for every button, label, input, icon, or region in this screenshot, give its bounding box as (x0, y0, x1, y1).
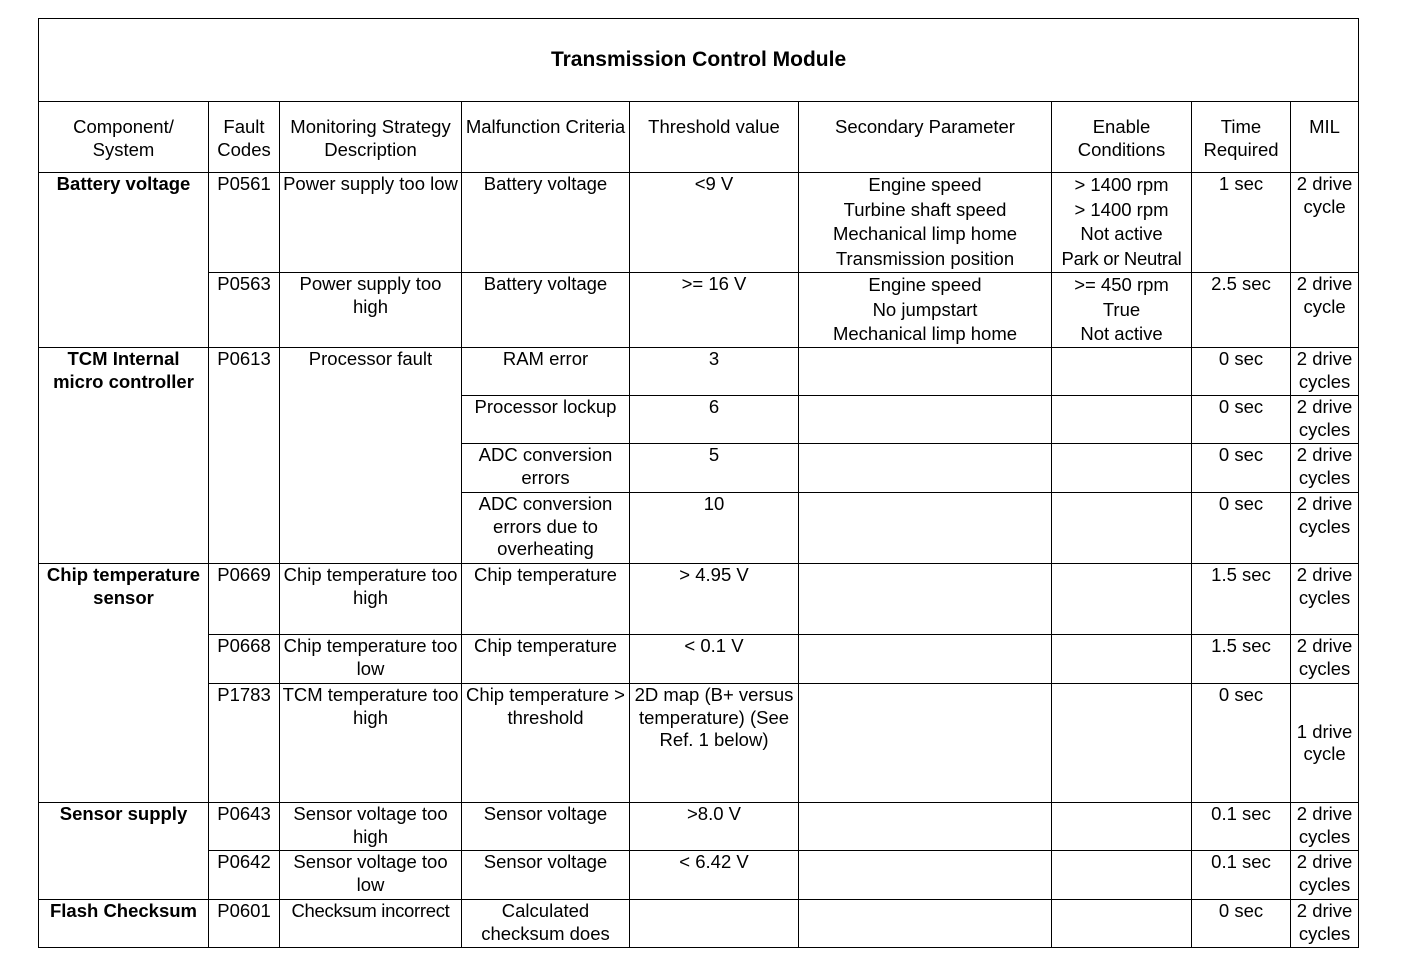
threshold-cell: 10 (630, 493, 799, 564)
mil-cell: 2 drive cycles (1291, 444, 1359, 493)
secondary-cell (799, 851, 1052, 900)
table-row (39, 348, 1359, 396)
table-title: Transmission Control Module (39, 19, 1359, 102)
mil-cell: 2 drive cycles (1291, 803, 1359, 851)
fault-code-cell: P0563 (209, 273, 280, 348)
table-row (39, 900, 1359, 948)
secondary-cell (799, 803, 1052, 851)
header-malfunction-criteria: Malfunction Criteria (462, 102, 630, 173)
mil-cell: 2 drive cycles (1291, 396, 1359, 444)
mil-cell: 2 drive cycles (1291, 635, 1359, 684)
criteria-cell: ADC conversion errors (462, 444, 630, 493)
secondary-cell (799, 444, 1052, 493)
criteria-cell: Battery voltage (462, 273, 630, 348)
table-row (39, 803, 1359, 851)
enable-cell (1052, 851, 1192, 900)
header-row (39, 102, 1359, 173)
strategy-cell: Power supply too high (280, 273, 462, 348)
secondary-line: Engine speed (868, 274, 982, 295)
criteria-cell: Battery voltage (462, 173, 630, 273)
enable-cell (1052, 803, 1192, 851)
enable-line: True (1102, 298, 1141, 320)
fault-code-cell: P0613 (209, 348, 280, 564)
table-row (39, 173, 1359, 273)
header-time-required: Time Required (1192, 102, 1291, 173)
mil-cell: 2 drive cycle (1291, 273, 1359, 348)
header-enable-conditions: Enable Conditions (1052, 102, 1192, 173)
system-cell: Chip temperature sensor (39, 564, 209, 803)
enable-cell (1052, 273, 1192, 348)
secondary-cell (799, 273, 1052, 348)
system-cell: Sensor supply (39, 803, 209, 900)
threshold-cell: > 4.95 V (630, 564, 799, 635)
header-monitoring-strategy: Monitoring Strategy Description (280, 102, 462, 173)
enable-cell (1052, 348, 1192, 396)
secondary-cell (799, 635, 1052, 684)
fault-code-cell: P0642 (209, 851, 280, 900)
threshold-cell (630, 900, 799, 948)
header-mil: MIL (1291, 102, 1359, 173)
secondary-line: Turbine shaft speed (843, 198, 1007, 220)
fault-code-cell: P1783 (209, 684, 280, 803)
system-cell: Battery voltage (39, 173, 209, 348)
enable-cell (1052, 444, 1192, 493)
strategy-cell: Processor fault (280, 348, 462, 564)
strategy-cell: Sensor voltage too high (280, 803, 462, 851)
secondary-line: Engine speed (868, 174, 982, 195)
enable-line: > 1400 rpm (1074, 174, 1169, 195)
strategy-cell: Power supply too low (280, 173, 462, 273)
time-cell: 0 sec (1192, 444, 1291, 493)
enable-line: >= 450 rpm (1074, 274, 1169, 295)
threshold-cell: <9 V (630, 173, 799, 273)
threshold-cell: 3 (630, 348, 799, 396)
enable-line: Park or Neutral (1061, 247, 1182, 269)
time-cell: 0 sec (1192, 684, 1291, 803)
header-secondary-parameter: Secondary Parameter (799, 102, 1052, 173)
mil-cell: 2 drive cycles (1291, 493, 1359, 564)
mil-cell: 2 drive cycles (1291, 851, 1359, 900)
strategy-cell: Chip temperature too high (280, 564, 462, 635)
mil-cell: 2 drive cycles (1291, 348, 1359, 396)
threshold-cell: >8.0 V (630, 803, 799, 851)
secondary-line: Mechanical limp home (832, 223, 1018, 244)
criteria-cell: Processor lockup (462, 396, 630, 444)
threshold-cell: 5 (630, 444, 799, 493)
enable-line: > 1400 rpm (1074, 198, 1169, 220)
strategy-cell: Checksum incorrect (280, 900, 462, 948)
threshold-cell: < 0.1 V (630, 635, 799, 684)
fault-code-cell: P0668 (209, 635, 280, 684)
threshold-cell: 2D map (B+ versus temperature) (See Ref. 1 below) (630, 684, 799, 803)
secondary-cell (799, 564, 1052, 635)
mil-cell: 2 drive cycle (1291, 173, 1359, 273)
secondary-cell (799, 348, 1052, 396)
criteria-cell: Sensor voltage (462, 851, 630, 900)
table-row (39, 635, 1359, 684)
criteria-cell: ADC conversion errors due to overheating (462, 493, 630, 564)
threshold-cell: >= 16 V (630, 273, 799, 348)
header-threshold-value: Threshold value (630, 102, 799, 173)
threshold-cell: < 6.42 V (630, 851, 799, 900)
secondary-cell (799, 900, 1052, 948)
time-cell: 0.1 sec (1192, 803, 1291, 851)
header-fault-codes: Fault Codes (209, 102, 280, 173)
enable-cell (1052, 635, 1192, 684)
enable-cell (1052, 564, 1192, 635)
secondary-cell (799, 396, 1052, 444)
strategy-cell: Chip temperature too low (280, 635, 462, 684)
secondary-cell (799, 173, 1052, 273)
criteria-cell: Chip temperature (462, 635, 630, 684)
enable-cell (1052, 396, 1192, 444)
enable-cell (1052, 684, 1192, 803)
header-component: Component/ System (39, 102, 209, 173)
mil-cell: 2 drive cycles (1291, 564, 1359, 635)
table-row (39, 684, 1359, 803)
strategy-cell: TCM temperature too high (280, 684, 462, 803)
strategy-cell: Sensor voltage too low (280, 851, 462, 900)
secondary-line: No jumpstart (872, 298, 978, 320)
time-cell: 1.5 sec (1192, 635, 1291, 684)
secondary-line: Mechanical limp home (832, 323, 1018, 344)
time-cell: 1.5 sec (1192, 564, 1291, 635)
criteria-cell: Chip temperature (462, 564, 630, 635)
enable-line: Not active (1080, 223, 1163, 244)
enable-cell (1052, 173, 1192, 273)
enable-line: Not active (1080, 323, 1163, 344)
table-row (39, 564, 1359, 635)
table-row (39, 273, 1359, 348)
time-cell: 1 sec (1192, 173, 1291, 273)
criteria-cell: Chip temperature > threshold (462, 684, 630, 803)
criteria-cell: Sensor voltage (462, 803, 630, 851)
time-cell: 2.5 sec (1192, 273, 1291, 348)
fault-code-cell: P0643 (209, 803, 280, 851)
time-cell: 0 sec (1192, 396, 1291, 444)
fault-code-cell: P0601 (209, 900, 280, 948)
fault-code-cell: P0669 (209, 564, 280, 635)
time-cell: 0 sec (1192, 900, 1291, 948)
system-cell: TCM Internal micro controller (39, 348, 209, 564)
time-cell: 0.1 sec (1192, 851, 1291, 900)
criteria-cell: Calculated checksum does (462, 900, 630, 948)
table-row (39, 851, 1359, 900)
secondary-line: Transmission position (835, 247, 1015, 269)
fault-code-cell: P0561 (209, 173, 280, 273)
threshold-cell: 6 (630, 396, 799, 444)
mil-cell: 2 drive cycles (1291, 900, 1359, 948)
tcm-fault-table (38, 18, 1359, 948)
enable-cell (1052, 493, 1192, 564)
time-cell: 0 sec (1192, 348, 1291, 396)
system-cell: Flash Checksum (39, 900, 209, 948)
time-cell: 0 sec (1192, 493, 1291, 564)
secondary-cell (799, 493, 1052, 564)
criteria-cell: RAM error (462, 348, 630, 396)
enable-cell (1052, 900, 1192, 948)
mil-cell: 1 drive cycle (1291, 684, 1359, 803)
secondary-cell (799, 684, 1052, 803)
